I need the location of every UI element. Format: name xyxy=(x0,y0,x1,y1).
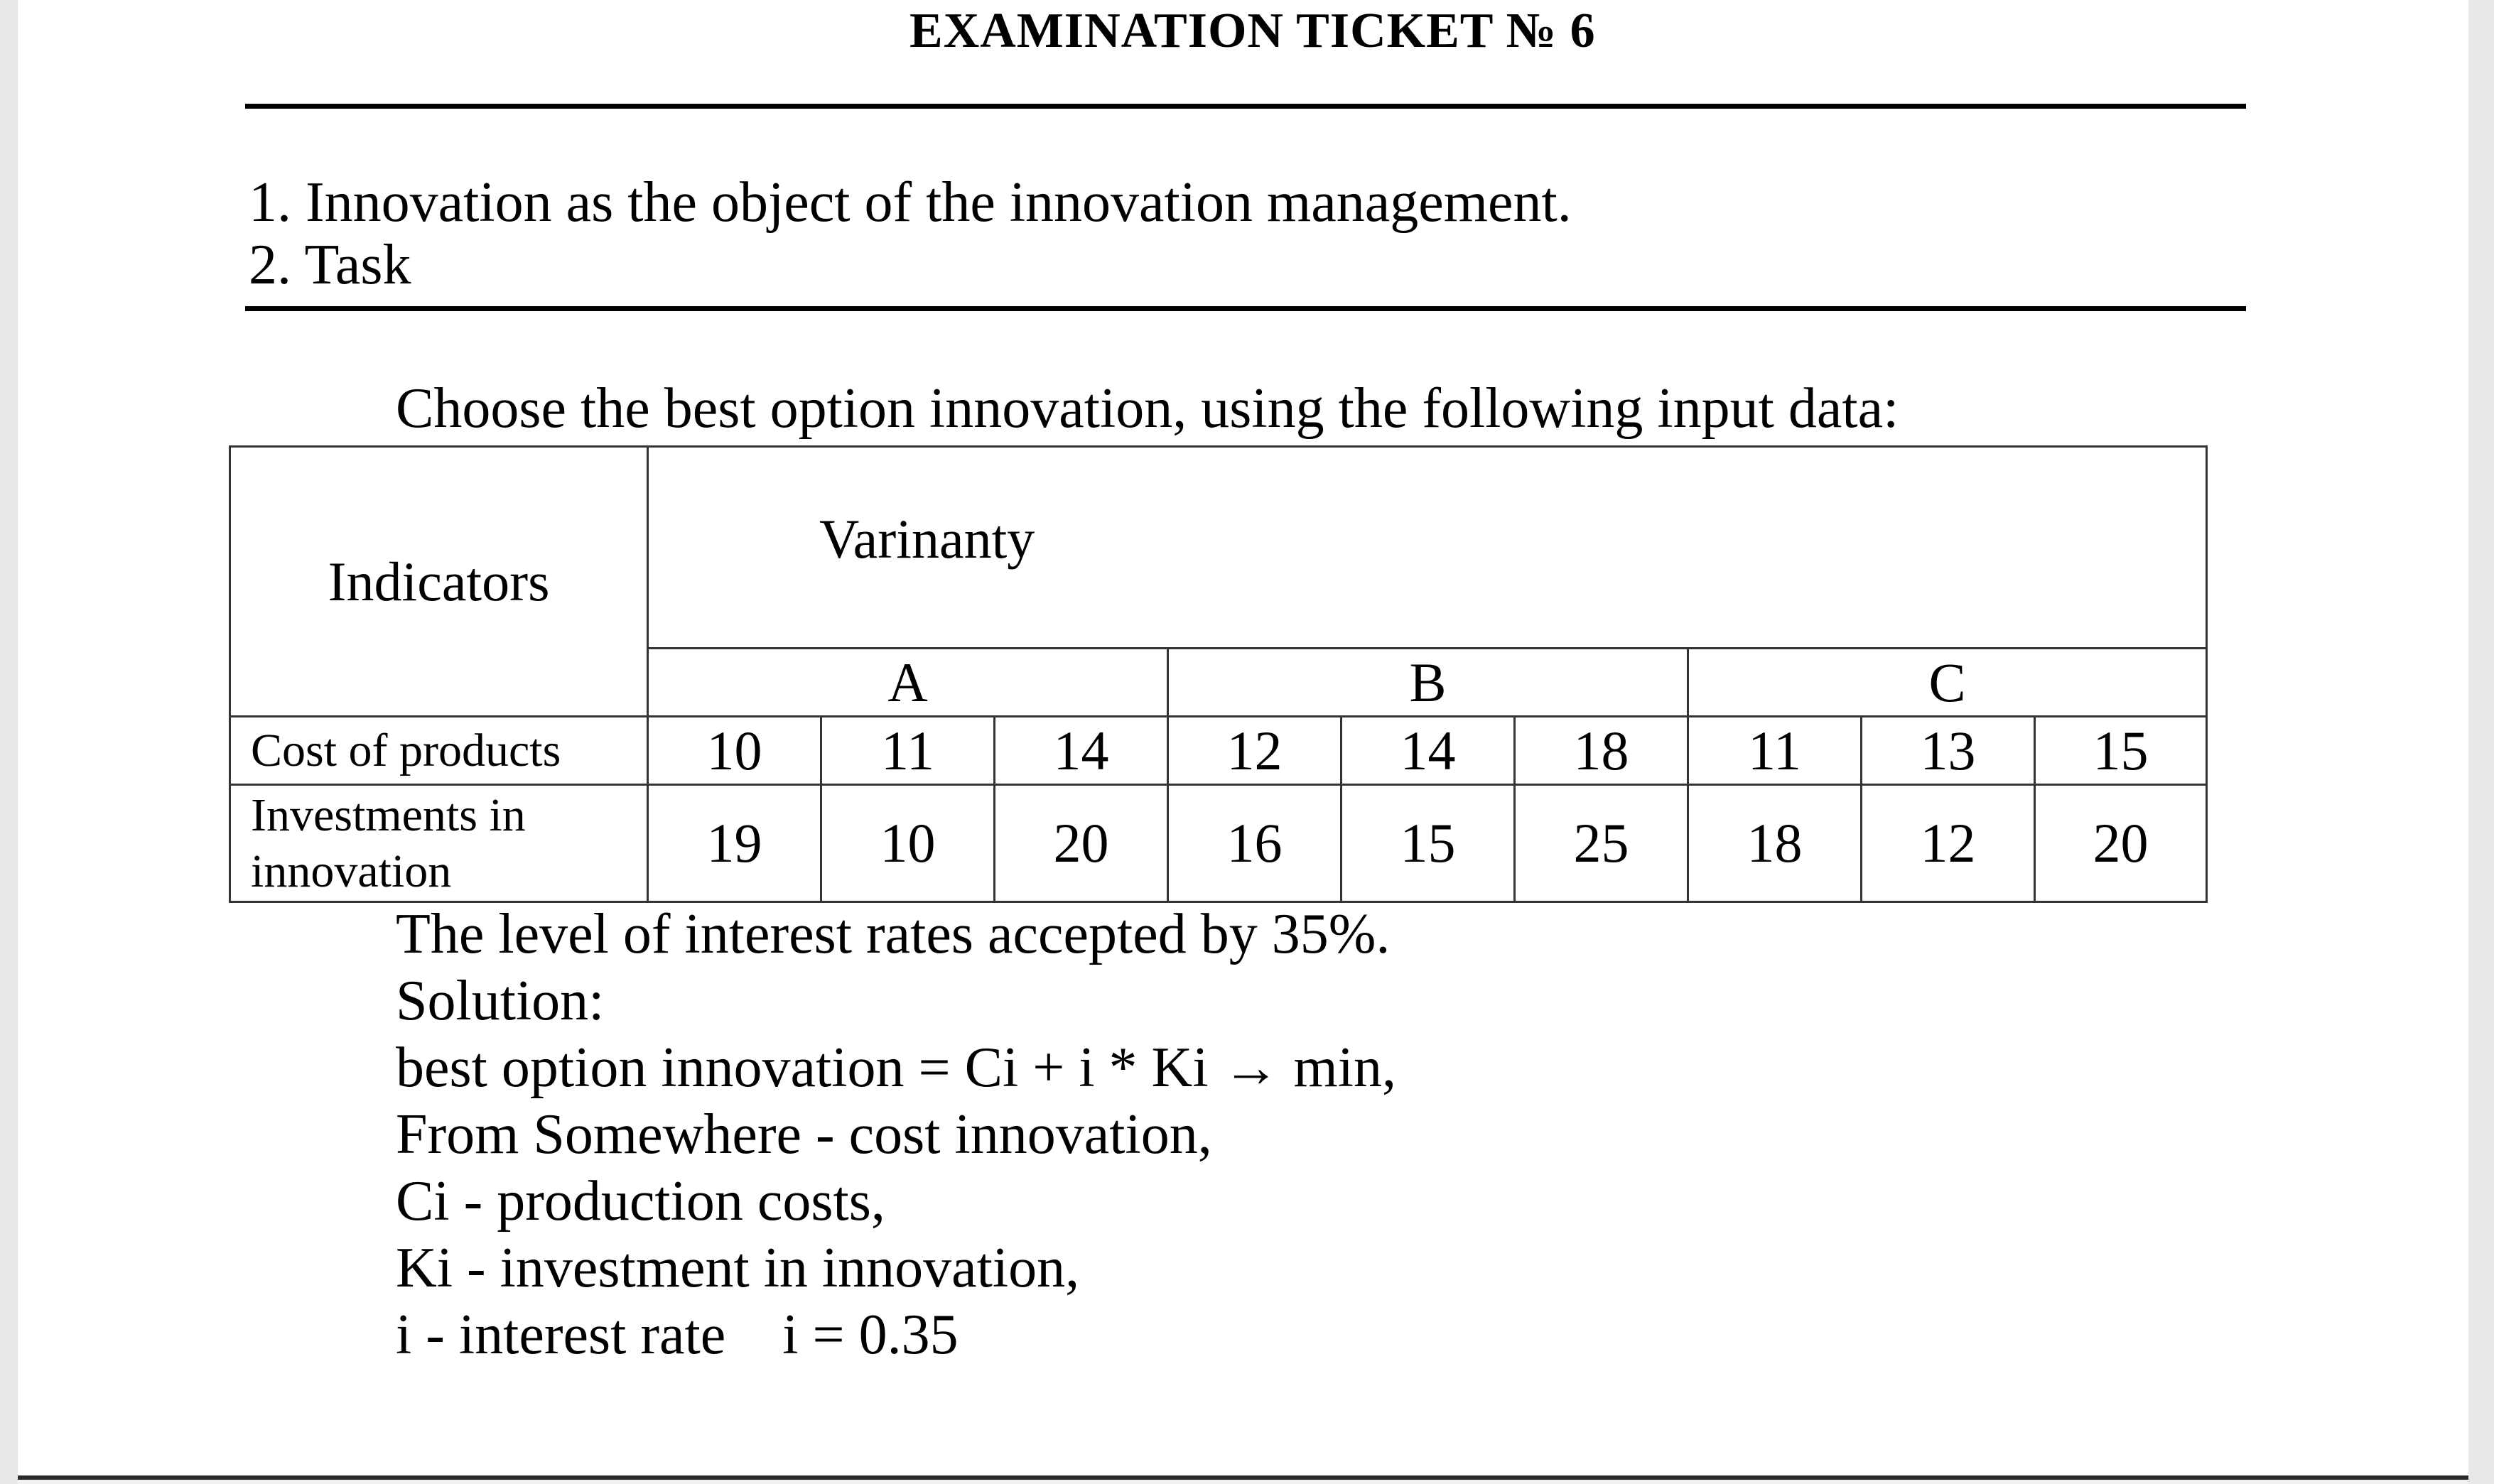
table-cell: 13 xyxy=(1862,717,2035,785)
definition-line: i - interest rate i = 0.35 xyxy=(396,1304,959,1366)
table-cell: 14 xyxy=(1342,717,1515,785)
table-cell: 11 xyxy=(821,717,995,785)
table-cell: 12 xyxy=(1862,785,2035,902)
document-page xyxy=(18,0,2468,1480)
variants-header: Varinanty xyxy=(648,447,2207,649)
indicators-header: Indicators xyxy=(230,447,648,717)
table-row-cost xyxy=(230,717,2207,785)
questions-rule xyxy=(245,306,2246,311)
page-bottom-edge xyxy=(18,1475,2468,1480)
table-cell: 20 xyxy=(2035,785,2207,902)
title-rule xyxy=(245,104,2246,109)
ticket-title: EXAMINATION TICKET № 6 xyxy=(909,4,1596,58)
table-cell: 15 xyxy=(2035,717,2207,785)
table-cell: 14 xyxy=(995,717,1168,785)
table-cell: 10 xyxy=(648,717,821,785)
table-cell: 19 xyxy=(648,785,821,902)
interest-rate-note: The level of interest rates accepted by 35%. xyxy=(396,903,1391,965)
table-cell: 11 xyxy=(1688,717,1862,785)
solution-heading: Solution: xyxy=(396,970,605,1032)
table-header-row xyxy=(230,447,2207,649)
group-b-header: B xyxy=(1168,649,1688,717)
input-data-table xyxy=(229,445,2208,903)
table-row-investments xyxy=(230,785,2207,902)
table-cell: 18 xyxy=(1515,717,1688,785)
row-label-investments xyxy=(230,785,648,902)
definition-line: From Somewhere - cost innovation, xyxy=(396,1103,1212,1166)
definition-line: Ci - production costs, xyxy=(396,1170,885,1233)
table-cell: 20 xyxy=(995,785,1168,902)
viewer-frame-right xyxy=(2468,0,2494,1484)
table-cell: 12 xyxy=(1168,717,1342,785)
question-1: 1. Innovation as the object of the innovation management. xyxy=(249,171,1572,234)
table-cell: 18 xyxy=(1688,785,1862,902)
row-label-line: innovation xyxy=(251,845,452,897)
group-c-header: C xyxy=(1688,649,2207,717)
definition-line: Ki - investment in innovation, xyxy=(396,1237,1080,1299)
question-2: 2. Task xyxy=(249,234,411,296)
row-label-line: Investments in xyxy=(251,789,526,841)
viewer-frame-left xyxy=(0,0,18,1484)
row-label-cost: Cost of products xyxy=(230,717,648,785)
group-a-header: A xyxy=(648,649,1168,717)
table-cell: 16 xyxy=(1168,785,1342,902)
table-cell: 10 xyxy=(821,785,995,902)
table-cell: 15 xyxy=(1342,785,1515,902)
formula-line: best option innovation = Ci + i * Ki → min, xyxy=(396,1036,1397,1099)
table-cell: 25 xyxy=(1515,785,1688,902)
task-intro: Choose the best option innovation, using the following input data: xyxy=(396,377,1899,440)
